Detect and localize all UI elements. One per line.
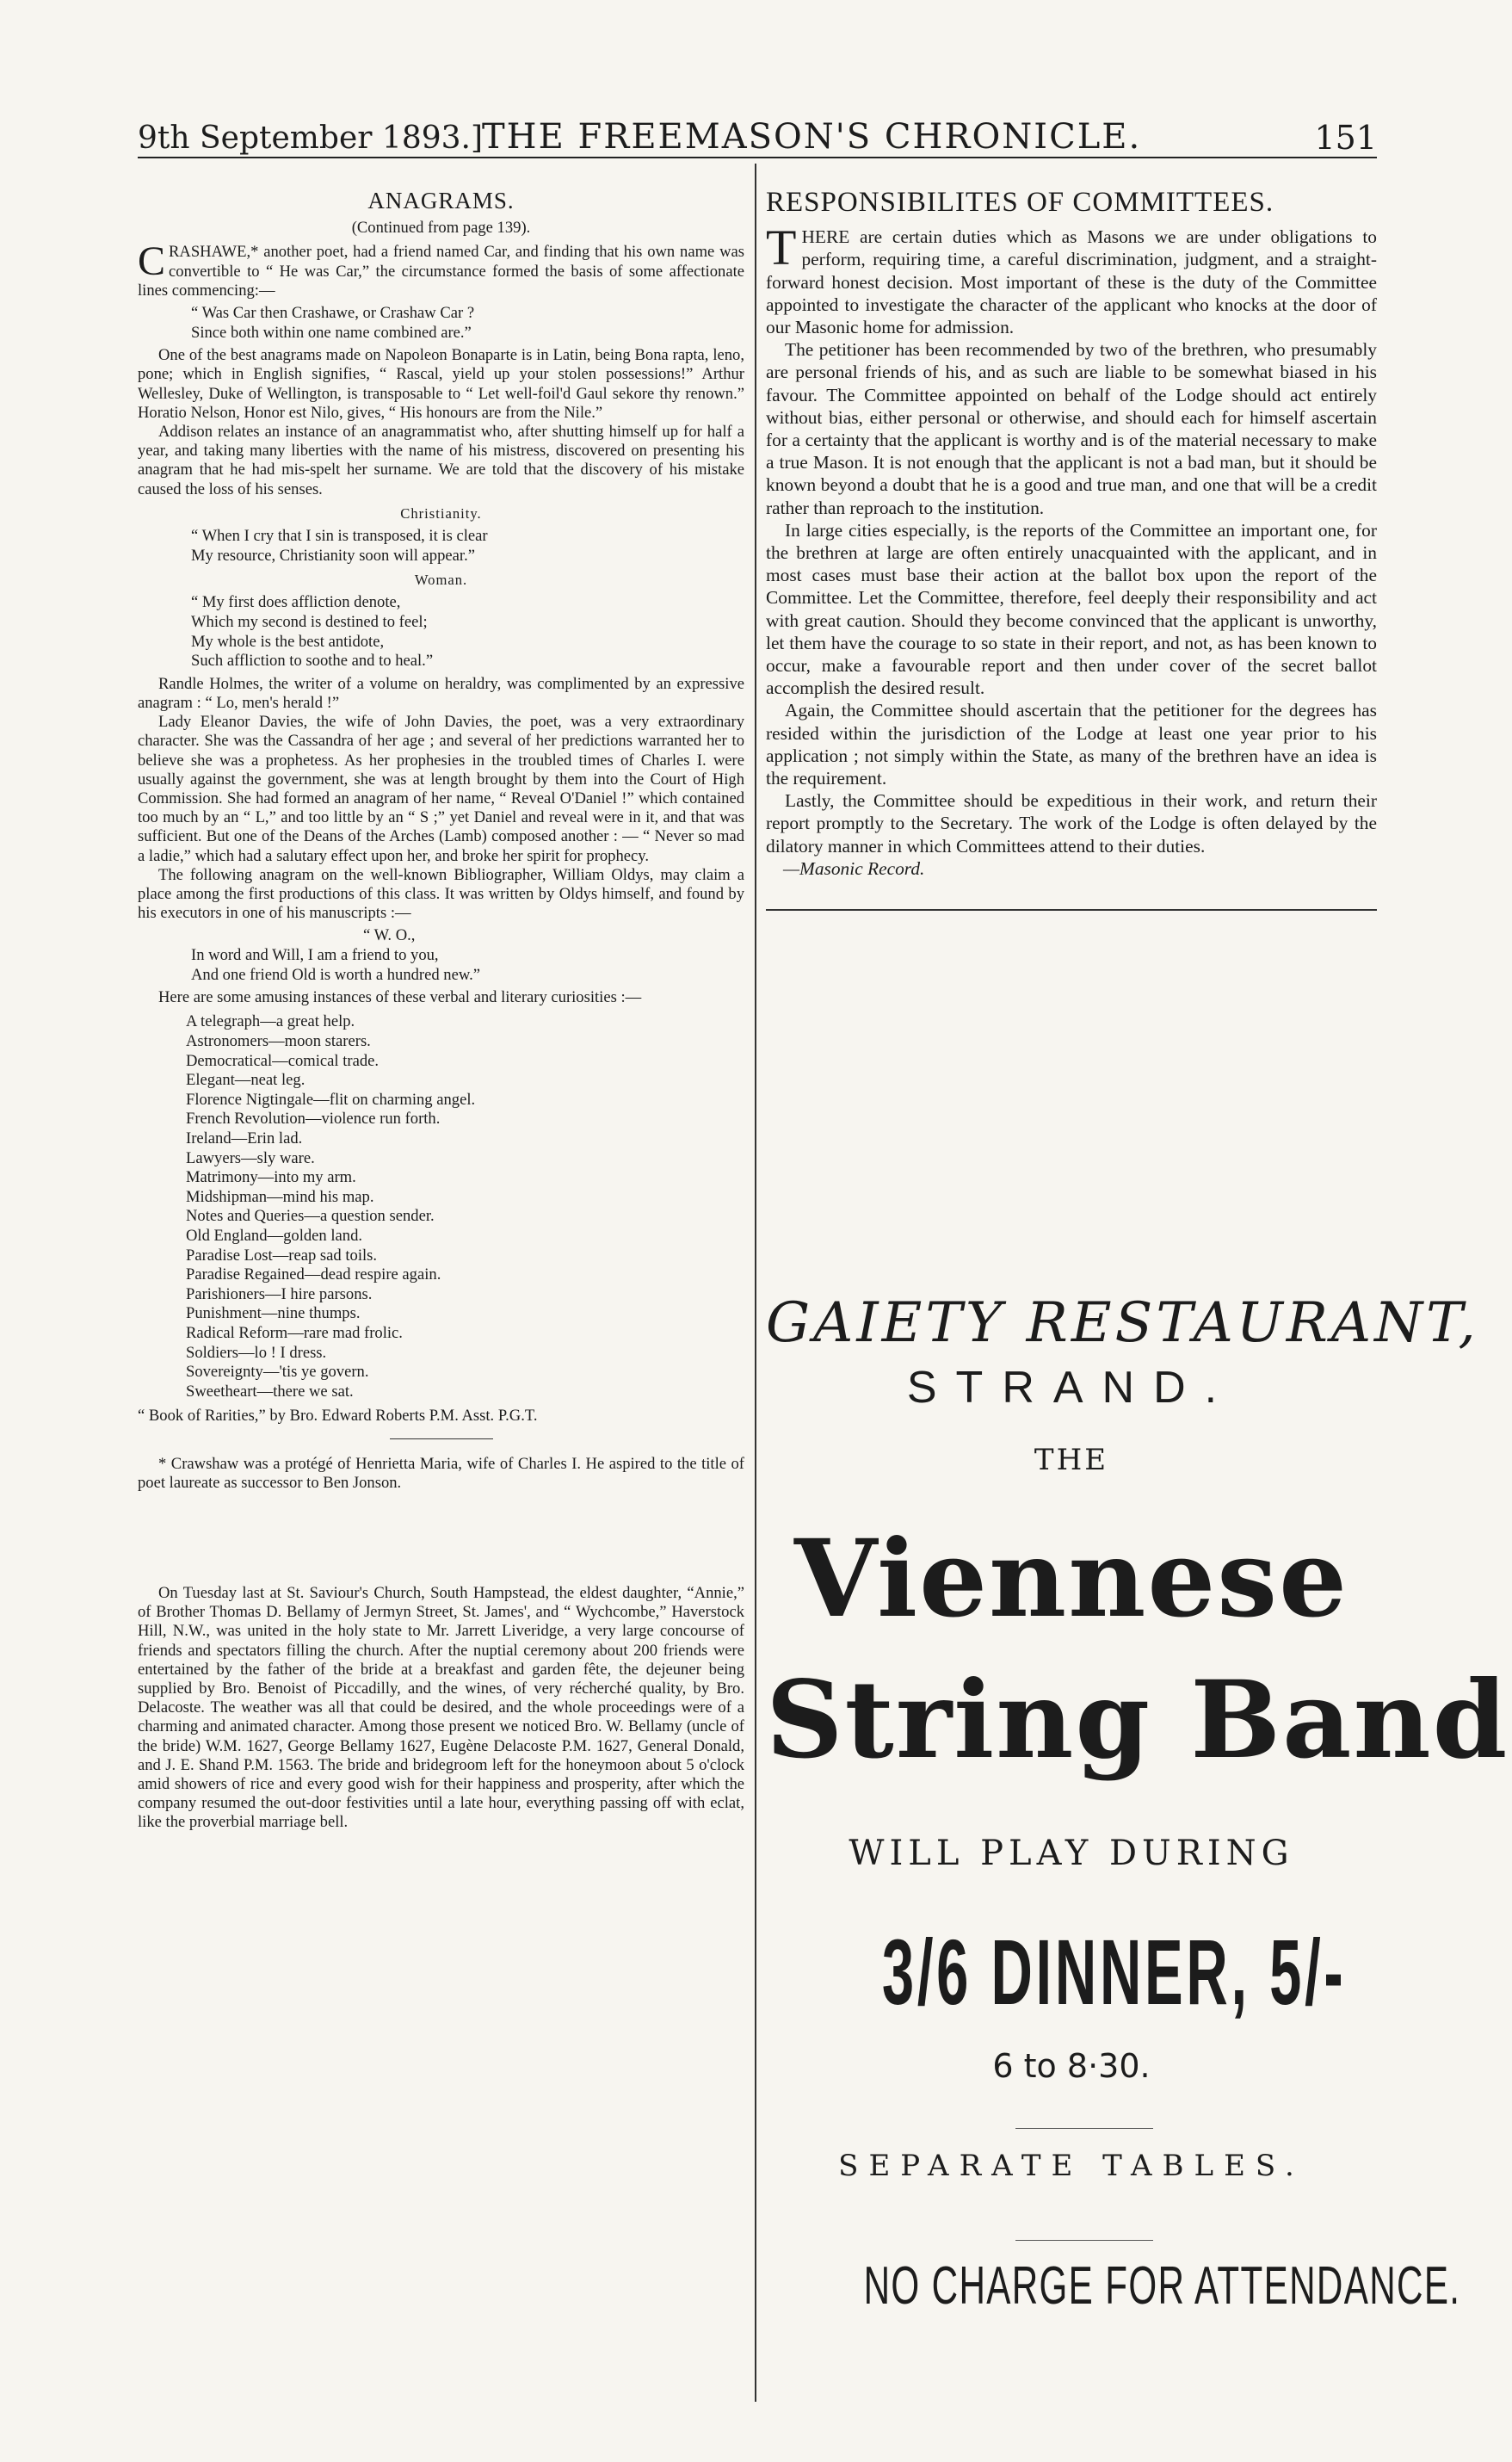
paragraph-curiosities: Here are some amusing instances of these verbal and literary curiosities :—	[158, 988, 642, 1007]
list-item: Sweetheart—there we sat.	[186, 1382, 354, 1401]
verse-line: And one friend Old is worth a hundred new.”	[191, 965, 480, 984]
source-credit: —Masonic Record.	[783, 857, 925, 879]
verse-line: In word and Will, I am a friend to you,	[191, 946, 439, 965]
list-item: Matrimony—into my arm.	[186, 1168, 356, 1187]
header-rule	[138, 157, 1377, 158]
curiosities-list	[138, 1012, 744, 1401]
verse-line: My whole is the best antidote,	[191, 632, 385, 651]
issue-date: 9th September 1893.]	[138, 121, 484, 156]
verse-line: Since both within one name combined are.”	[191, 323, 472, 342]
ad-band-name-line1: Viennese	[794, 1517, 1348, 1642]
list-item: Paradise Lost—reap sad toils.	[186, 1246, 378, 1265]
verse-line: Which my second is destined to feel;	[191, 613, 428, 632]
credit-line: “ Book of Rarities,” by Bro. Edward Roberts P.M. Asst. P.G.T.	[138, 1407, 538, 1426]
list-item: Soldiers—lo ! I dress.	[186, 1343, 327, 1362]
page-header	[138, 114, 1377, 158]
verse-line: My resource, Christianity soon will appear.”	[191, 546, 475, 565]
drop-cap: T	[766, 220, 797, 276]
committees-paragraph-3: In large cities especially, is the reports of the Committee an important one, for the brethren at large are often entirely unacquainted with the applicant, and in most cases must base their action at the ballot box upon the report of the Committee. Let the Committee, therefore, feel deeply their responsibility and act with great caution. Should they become convinced that the applicant is unworthy, let them have the courage to so state in their report, and not, as has been known to occur, make a favourable report and then under cover of the secret ballot accomplish the desired result.	[766, 519, 1377, 699]
publication-title: THE FREEMASON'S CHRONICLE.	[482, 117, 1142, 157]
verse-line: “ My first does affliction denote,	[191, 593, 401, 612]
intro-text: RASHAWE,* another poet, had a friend named Car, and finding that his own name was convertible to “ He was Car,” the circumstance formed the basis of some affectionate lines commencing:—	[138, 243, 744, 300]
ad-divider	[1015, 2128, 1153, 2129]
list-item: Paradise Regained—dead respire again.	[186, 1265, 441, 1284]
list-item: Old England—golden land.	[186, 1226, 363, 1245]
ad-band-name-line2: String Band	[766, 1658, 1509, 1783]
list-item: French Revolution—violence run forth.	[186, 1110, 441, 1129]
committees-title: RESPONSIBILITES OF COMMITTEES.	[766, 187, 1274, 218]
section-rule	[766, 909, 1377, 911]
ad-restaurant-name: GAIETY RESTAURANT,	[766, 1291, 1479, 1355]
ad-will-play: WILL PLAY DURING	[849, 1834, 1294, 1873]
list-item: Parishioners—I hire parsons.	[186, 1284, 373, 1303]
ad-location: STRAND.	[906, 1363, 1237, 1413]
verse-line: Such affliction to soothe and to heal.”	[191, 652, 434, 671]
list-item: Sovereignty—'tis ye govern.	[186, 1363, 369, 1382]
paragraph-addison: Addison relates an instance of an anagrammatist who, after shutting himself up for half a year, and taking many liberties with the name of his mistress, discovered on presenting his anagram that he had mis-spelt her surname. We are told that the discovery of his mistake caused the loss of his senses.	[138, 423, 744, 498]
ad-separate-tables: SEPARATE TABLES.	[838, 2149, 1305, 2183]
footnote: * Crawshaw was a protégé of Henrietta Maria, wife of Charles I. He aspired to the title of poet laureate as successor to Ben Jonson.	[138, 1454, 744, 1492]
verse-woman	[138, 593, 744, 671]
left-column	[138, 188, 744, 1833]
drop-cap: C	[138, 238, 166, 285]
right-column	[766, 188, 1377, 911]
paragraph-text: HERE are certain duties which as Masons we are under obligations to perform, requiring time, a careful discrimination, judgment, and a straight-forward honest decision. Most important of these is the duty of the Committee appointed to investigate the character of the applicant who knocks at the door of our Masonic home for admission.	[766, 226, 1377, 338]
anagrams-title: ANAGRAMS.	[367, 188, 515, 213]
paragraph-davies: Lady Eleanor Davies, the wife of John Davies, the poet, was a very extraordinary character. She was the Cassandra of her age ; and several of her predictions warranted her to believe she was a prophetess. As her prophesies in the troubled times of Charles I. were usually against the government, she was at length brought by them into the Court of High Commission. She had formed an anagram of her name, “ Reveal O'Daniel !” which contained too much by an “ L,” and too little by an “ S ;” yet Daniel and reveal were in it, and that was sufficient. But one of the Deans of the Arches (Lamb) composed another : — “ Never so mad a ladie,” which had a salutary effect upon her, and broke her spirit for prophecy.	[138, 713, 744, 865]
committees-paragraph-4: Again, the Committee should ascertain that the petitioner for the degrees has resided within the jurisdiction of the Lodge at least one year prior to his application ; not simply within the State, as many of the brethren have an idea is the requirement.	[766, 700, 1377, 789]
ad-no-charge: NO CHARGE FOR ATTENDANCE.	[863, 2256, 1461, 2316]
verse-line: “ When I cry that I sin is transposed, it is clear	[191, 527, 488, 546]
verse-line: “ Was Car then Crashawe, or Crashaw Car ?	[191, 304, 475, 323]
ad-time: 6 to 8·30.	[992, 2047, 1151, 2085]
page-number: 151	[1314, 119, 1377, 157]
continued-note: (Continued from page 139).	[351, 219, 531, 238]
ad-divider	[1015, 2240, 1153, 2241]
paragraph-oldys: The following anagram on the well-known Bibliographer, William Oldys, may claim a place among the first productions of this class. It was written by Oldys himself, and found by his executors in one of his manuscripts :—	[138, 865, 744, 923]
committees-paragraph-5: Lastly, the Committee should be expeditious in their work, and return their report promptly to the Secretary. The work of the Lodge is often delayed by the dilatory manner in which Committees attend to their duties.	[766, 790, 1377, 857]
committees-paragraph-1	[766, 220, 1377, 338]
list-item: Ireland—Erin lad.	[186, 1129, 303, 1147]
list-item: Radical Reform—rare mad frolic.	[186, 1323, 403, 1342]
christianity-heading: Christianity.	[400, 504, 482, 522]
list-item: Notes and Queries—a question sender.	[186, 1207, 435, 1226]
list-item: Punishment—nine thumps.	[186, 1304, 361, 1323]
committees-paragraph-2: The petitioner has been recommended by two of the brethren, who presumably are personal friends of his, and as such are liable to be somewhat biased in his favour. The Committee appointed on behalf of the Lodge should act entirely without bias, either personal or otherwise, and should each for himself ascertain for a certainty that the applicant is worthy and is of the material necessary to make a true Mason. It is not enough that the applicant is not a bad man, but it should be known beyond a doubt that he is a good and true man, and one that will be a credit rather than reproach to the institution.	[766, 339, 1377, 518]
wedding-notice: On Tuesday last at St. Saviour's Church, South Hampstead, the eldest daughter, “Annie,” of Brother Thomas D. Bellamy of Jermyn Street, St. James', and “ Wychcombe,” Haverstock Hill, N.W., was united in the holy state to Mr. Jarrett Liveridge, a very large concourse of friends and spectators filling the church. After the nuptial ceremony about 200 friends were entertained by the father of the bride at a breakfast and garden fête, the dejeuner being supplied by Bro. Benoist of Piccadilly, and the wines, of very récherché quality, by Bro. Delacoste. The weather was all that could be desired, and the whole proceedings were of a charming and animated character. Among those present we noticed Bro. W. Bellamy (uncle of the bride) W.M. 1627, George Bellamy 1627, Eugène Delacoste P.M. 1627, General Donald, and J. E. Shand P.M. 1563. The bride and bridegroom left for the honeymoon about 5 o'clock amid showers of rice and every good wish for their happiness and prosperity, after which the company resumed the out-door festivities until a late hour, everything passing off with eclat, like the proverbial marriage bell.	[138, 1583, 744, 1832]
spacer	[138, 1493, 744, 1584]
verse-crashawe	[138, 304, 744, 343]
list-item: Astronomers—moon starers.	[186, 1032, 371, 1051]
short-rule	[390, 1438, 493, 1439]
verse-oldys	[138, 926, 744, 985]
anagrams-intro	[138, 238, 744, 300]
woman-heading: Woman.	[414, 572, 468, 589]
list-item: Florence Nigtingale—flit on charming angel.	[186, 1090, 476, 1109]
verse-line: “ W. O.,	[363, 926, 416, 945]
paragraph-napoleon: One of the best anagrams made on Napoleon Bonaparte is in Latin, being Bona rapta, leno, pone; which in English signifies, “ Rascal, yield up your stolen possessions!” Arthur Wellesley, Duke of Wellington, is transposable to “ Let well-foil'd Gaul sekore thy renown.” Horatio Nelson, Honor est Nilo, gives, “ His honours are from the Nile.”	[138, 346, 744, 422]
paragraph-holmes: Randle Holmes, the writer of a volume on heraldry, was complimented by an expressive anagram : “ Lo, men's herald !”	[138, 674, 744, 712]
list-item: Democratical—comical trade.	[186, 1051, 380, 1070]
verse-christianity	[138, 527, 744, 566]
list-item: Lawyers—sly ware.	[186, 1148, 315, 1167]
ad-the: THE	[1034, 1443, 1109, 1477]
column-divider	[755, 164, 756, 2402]
list-item: Midshipman—mind his map.	[186, 1187, 374, 1206]
ad-dinner-price: 3/6 DINNER, 5/-	[881, 1920, 1347, 2024]
list-item: Elegant—neat leg.	[186, 1071, 305, 1090]
list-item: A telegraph—a great help.	[186, 1012, 355, 1031]
